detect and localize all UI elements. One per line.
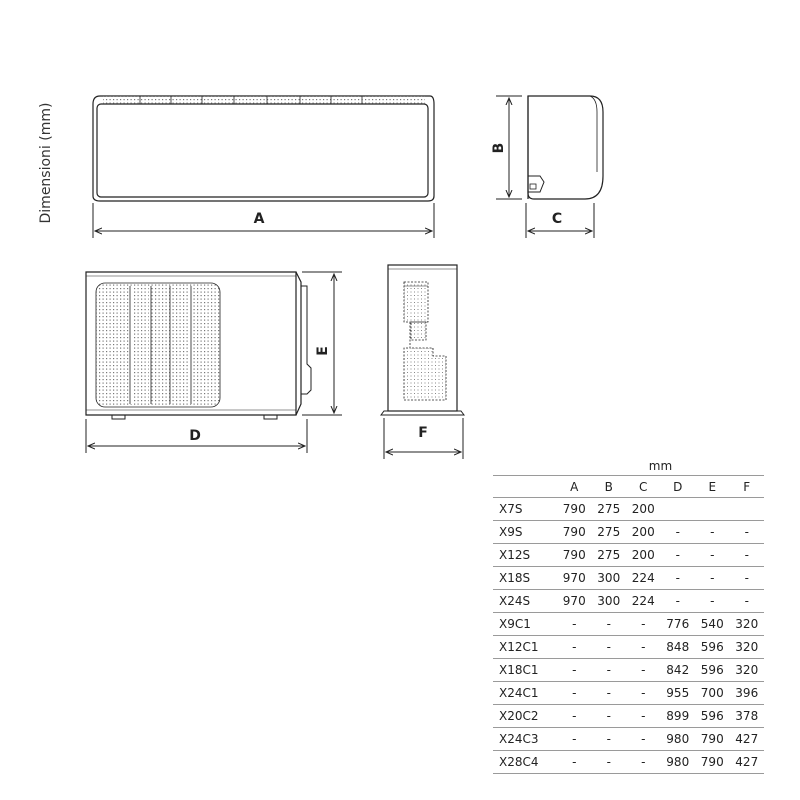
value-cell: - [730,590,765,613]
value-cell: - [626,636,661,659]
value-cell: 790 [557,544,592,567]
value-cell: 955 [661,682,696,705]
dimension-b-label: B [491,142,507,154]
value-cell: 427 [730,728,765,751]
table-header-row [493,476,764,498]
value-cell: 980 [661,728,696,751]
table-row [493,705,764,728]
value-cell: 320 [730,636,765,659]
outdoor-unit-front [86,272,311,419]
value-cell: 320 [730,613,765,636]
table-row [493,544,764,567]
model-cell: X7S [493,498,557,521]
value-cell: - [557,613,592,636]
value-cell: - [730,567,765,590]
value-cell: - [626,613,661,636]
value-cell [661,498,696,521]
value-cell: 396 [730,682,765,705]
value-cell: 899 [661,705,696,728]
dimensions-table [493,457,764,774]
value-cell: - [730,544,765,567]
column-header: D [661,476,696,498]
dimension-a-label: A [253,211,265,227]
dimension-c-label: C [551,211,563,227]
value-cell: - [557,751,592,774]
value-cell: - [592,728,627,751]
value-cell: - [661,544,696,567]
value-cell: - [592,636,627,659]
model-cell: X24S [493,590,557,613]
indoor-unit-front [93,96,434,201]
value-cell: 224 [626,567,661,590]
dimension-d-label: D [189,428,201,444]
model-cell: X20C2 [493,705,557,728]
value-cell: - [592,613,627,636]
value-cell: 200 [626,498,661,521]
value-cell: 776 [661,613,696,636]
value-cell: 275 [592,498,627,521]
value-cell: 300 [592,590,627,613]
model-cell: X12C1 [493,636,557,659]
value-cell: - [695,521,730,544]
value-cell [695,498,730,521]
model-cell: X18S [493,567,557,590]
model-cell: X24C1 [493,682,557,705]
table-row [493,659,764,682]
value-cell: - [695,590,730,613]
value-cell: 970 [557,590,592,613]
value-cell: 275 [592,544,627,567]
value-cell: - [557,705,592,728]
value-cell: - [626,682,661,705]
value-cell: 790 [557,521,592,544]
outdoor-unit-side [381,265,464,415]
value-cell: 200 [626,521,661,544]
value-cell: 970 [557,567,592,590]
value-cell: - [592,659,627,682]
table-row [493,682,764,705]
value-cell: 427 [730,751,765,774]
column-header: A [557,476,592,498]
model-cell: X9S [493,521,557,544]
model-cell: X9C1 [493,613,557,636]
value-cell: 848 [661,636,696,659]
value-cell: - [661,567,696,590]
model-cell: X18C1 [493,659,557,682]
value-cell: - [661,590,696,613]
value-cell: - [557,636,592,659]
table-row [493,498,764,521]
table-body [493,498,764,774]
value-cell: - [730,521,765,544]
value-cell: - [695,567,730,590]
value-cell [730,498,765,521]
value-cell: - [592,751,627,774]
value-cell: 300 [592,567,627,590]
model-cell: X12S [493,544,557,567]
value-cell: - [661,521,696,544]
value-cell: 980 [661,751,696,774]
value-cell: 596 [695,636,730,659]
value-cell: - [557,659,592,682]
value-cell: 790 [557,498,592,521]
column-header: F [730,476,765,498]
value-cell: 540 [695,613,730,636]
table-row [493,567,764,590]
value-cell: - [626,751,661,774]
column-header: B [592,476,627,498]
value-cell: - [626,728,661,751]
value-cell: 596 [695,659,730,682]
indoor-unit-side [528,96,603,199]
model-cell: X24C3 [493,728,557,751]
table-row [493,728,764,751]
value-cell: 700 [695,682,730,705]
model-cell: X28C4 [493,751,557,774]
value-cell: - [557,682,592,705]
value-cell: 320 [730,659,765,682]
value-cell: 200 [626,544,661,567]
dimension-e-label: E [315,346,331,356]
table-row [493,590,764,613]
value-cell: - [626,705,661,728]
value-cell: - [592,705,627,728]
value-cell: 790 [695,751,730,774]
value-cell: 596 [695,705,730,728]
table-row [493,751,764,774]
value-cell: - [592,682,627,705]
column-header: C [626,476,661,498]
value-cell: 842 [661,659,696,682]
unit-label: mm [557,457,764,476]
value-cell: 224 [626,590,661,613]
value-cell: - [557,728,592,751]
value-cell: - [695,544,730,567]
value-cell: - [626,659,661,682]
value-cell: 378 [730,705,765,728]
dimensions-side-label: Dimensioni (mm) [38,102,54,224]
dimension-f-label: F [418,425,428,441]
column-header: E [695,476,730,498]
table-row [493,521,764,544]
table-row [493,613,764,636]
value-cell: 790 [695,728,730,751]
value-cell: 275 [592,521,627,544]
table-row [493,636,764,659]
